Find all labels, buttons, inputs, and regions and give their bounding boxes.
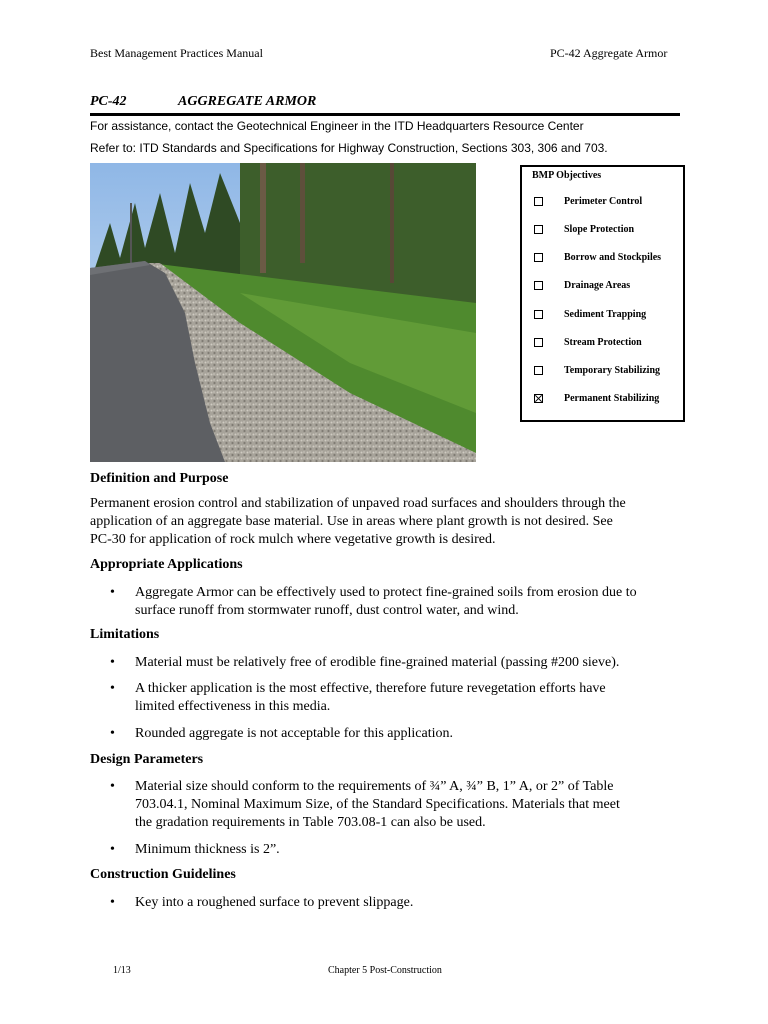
checkbox-perimeter-control[interactable]	[534, 197, 543, 206]
definition-line-2: application of an aggregate base material. Use in areas where plant growth is not desired. See	[90, 514, 613, 529]
heading-construction-guidelines: Construction Guidelines	[90, 867, 236, 882]
page-title	[90, 94, 680, 112]
checkbox-slope-protection[interactable]	[534, 225, 543, 234]
heading-design-parameters: Design Parameters	[90, 752, 204, 767]
checkbox-stream-protection[interactable]	[534, 338, 543, 347]
definition-line-3: PC-30 for application of rock mulch where vegetative growth is desired.	[90, 532, 496, 547]
checkbox-borrow-and-stockpiles[interactable]	[534, 253, 543, 262]
assistance-line: For assistance, contact the Geotechnical Engineer in the ITD Headquarters Resource Center	[90, 119, 584, 133]
heading-limitations: Limitations	[90, 627, 160, 642]
bullet-icon: •	[110, 655, 115, 670]
bullet-icon: •	[110, 895, 115, 910]
bullet-icon: •	[110, 779, 115, 794]
bmp-objectives-box: BMP Objectives Perimeter Control Slope Protection Borrow and Stockpiles Drainage Areas Sediment Trapping Stream Protection Temporary Stabilizing Permanent Stabilizing	[520, 165, 685, 422]
checkbox-drainage-areas[interactable]	[534, 281, 543, 290]
bullet-icon: •	[110, 726, 115, 741]
title-rule	[90, 113, 680, 116]
footer-chapter: Chapter 5 Post-Construction	[328, 965, 442, 976]
header-section-code: PC-42 Aggregate Armor	[550, 46, 668, 60]
bmp-objectives-title: BMP Objectives	[532, 170, 602, 181]
refer-line: Refer to: ITD Standards and Specifications for Highway Construction, Sections 303, 306 and 703.	[90, 141, 608, 155]
heading-definition: Definition and Purpose	[90, 471, 229, 486]
heading-applications: Appropriate Applications	[90, 557, 243, 572]
bullet-icon: •	[110, 842, 115, 857]
checkbox-permanent-stabilizing[interactable]	[534, 394, 543, 403]
footer-page-number: 1/13	[113, 965, 131, 976]
definition-line-1: Permanent erosion control and stabilization of unpaved road surfaces and shoulders through the	[90, 496, 626, 511]
title-name: AGGREGATE ARMOR	[178, 94, 317, 109]
checkbox-temporary-stabilizing[interactable]	[534, 366, 543, 375]
road-shoulder-photo	[90, 163, 476, 462]
bullet-icon: •	[110, 585, 115, 600]
bullet-icon: •	[110, 681, 115, 696]
header-manual-title: Best Management Practices Manual	[90, 46, 263, 60]
checkbox-sediment-trapping[interactable]	[534, 310, 543, 319]
title-code: PC-42	[90, 94, 127, 109]
